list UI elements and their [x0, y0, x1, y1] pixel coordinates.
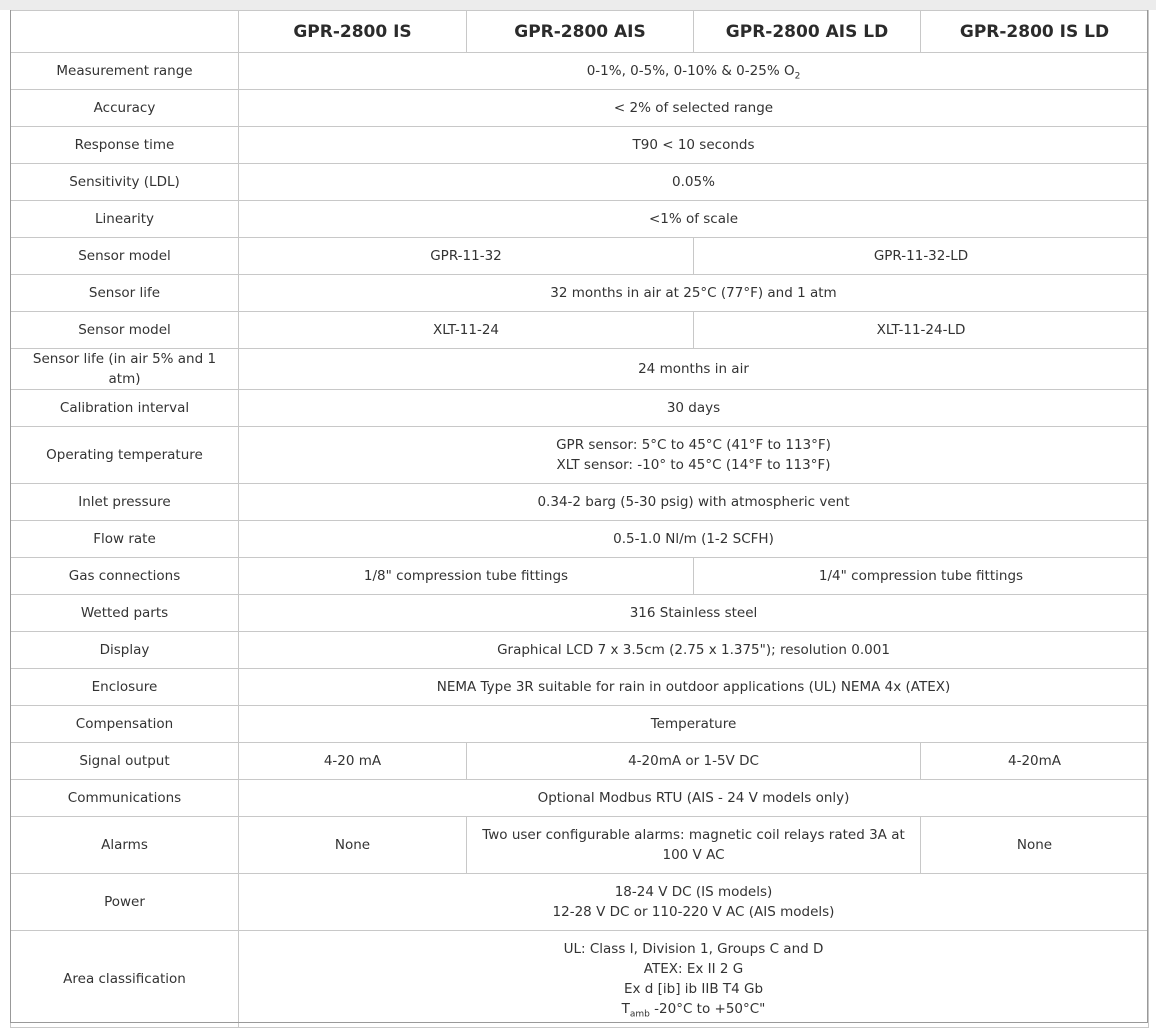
row-value: [239, 874, 1149, 931]
row-label: Sensitivity (LDL): [11, 164, 239, 201]
row-value-middle: 4-20mA or 1-5V DC: [467, 743, 921, 780]
value-line: 12-28 V DC or 110-220 V AC (AIS models): [552, 904, 835, 920]
row-value-col4: None: [921, 817, 1149, 874]
row-label: Sensor model: [11, 238, 239, 275]
row-value-col4: 4-20mA: [921, 743, 1149, 780]
t-letter: T: [621, 1001, 630, 1017]
value-line: UL: Class I, Division 1, Groups C and D: [563, 941, 824, 957]
row-value-left: GPR-11-32: [239, 238, 694, 275]
value-line: ATEX: Ex II 2 G: [643, 961, 744, 977]
table-row: [11, 484, 1149, 521]
table-row: [11, 595, 1149, 632]
header-gpr-2800-ais-ld: GPR-2800 AIS LD: [694, 11, 921, 53]
temp-range: -20°C to +50°C": [649, 1001, 766, 1017]
value-line: 18-24 V DC (IS models): [614, 884, 773, 900]
row-value: 24 months in air: [239, 349, 1149, 390]
row-label: Wetted parts: [11, 595, 239, 632]
row-value: Graphical LCD 7 x 3.5cm (2.75 x 1.375"); resolution 0.001: [239, 632, 1149, 669]
header-empty: [11, 11, 239, 53]
value-line: GPR sensor: 5°C to 45°C (41°F to 113°F): [556, 437, 831, 453]
row-value-middle: Two user configurable alarms: magnetic coil relays rated 3A at 100 V AC: [467, 817, 921, 874]
table-row: [11, 521, 1149, 558]
row-value-left: XLT-11-24: [239, 312, 694, 349]
table-row: [11, 706, 1149, 743]
row-label: Compensation: [11, 706, 239, 743]
table-row: [11, 874, 1149, 931]
row-value: [239, 931, 1149, 1028]
row-label: Sensor model: [11, 312, 239, 349]
row-value: NEMA Type 3R suitable for rain in outdoor applications (UL) NEMA 4x (ATEX): [239, 669, 1149, 706]
row-value: [239, 53, 1149, 90]
table-row: [11, 780, 1149, 817]
header-gpr-2800-ais: GPR-2800 AIS: [467, 11, 694, 53]
row-label: Calibration interval: [11, 390, 239, 427]
header-gpr-2800-is: GPR-2800 IS: [239, 11, 467, 53]
row-value-col1: None: [239, 817, 467, 874]
table-row: [11, 558, 1149, 595]
spec-table: [10, 10, 1149, 1028]
row-label: Gas connections: [11, 558, 239, 595]
amb-subscript: amb: [629, 1009, 650, 1020]
row-label: Measurement range: [11, 53, 239, 90]
header-gpr-2800-is-ld: GPR-2800 IS LD: [921, 11, 1149, 53]
header-row: [11, 11, 1149, 53]
row-value: 0.34-2 barg (5-30 psig) with atmospheric vent: [239, 484, 1149, 521]
row-label: Enclosure: [11, 669, 239, 706]
table-border-left: [10, 10, 11, 1023]
row-value-right: GPR-11-32-LD: [694, 238, 1149, 275]
table-row: [11, 201, 1149, 238]
table-row: [11, 127, 1149, 164]
table-row: [11, 390, 1149, 427]
row-value: 30 days: [239, 390, 1149, 427]
row-label: Display: [11, 632, 239, 669]
table-row: [11, 427, 1149, 484]
row-label: Signal output: [11, 743, 239, 780]
row-value: 316 Stainless steel: [239, 595, 1149, 632]
row-value: 0.5-1.0 Nl/m (1-2 SCFH): [239, 521, 1149, 558]
row-label: Flow rate: [11, 521, 239, 558]
value-line: [245, 999, 1142, 1019]
row-label: Response time: [11, 127, 239, 164]
row-label: Power: [11, 874, 239, 931]
row-value: [239, 427, 1149, 484]
row-value: <1% of scale: [239, 201, 1149, 238]
row-label: Communications: [11, 780, 239, 817]
row-value: T90 < 10 seconds: [239, 127, 1149, 164]
table-row: [11, 90, 1149, 127]
value-text: 0-1%, 0-5%, 0-10% & 0-25% O: [586, 63, 795, 79]
value-subscript: 2: [794, 71, 801, 82]
row-label: Alarms: [11, 817, 239, 874]
table-row: [11, 53, 1149, 90]
row-label: Sensor life: [11, 275, 239, 312]
table-row: [11, 275, 1149, 312]
row-label: Inlet pressure: [11, 484, 239, 521]
table-row: [11, 164, 1149, 201]
value-line: Ex d [ib] ib IIB T4 Gb: [623, 981, 764, 997]
row-value: 32 months in air at 25°C (77°F) and 1 atm: [239, 275, 1149, 312]
table-border-bottom: [10, 1022, 1148, 1023]
table-border-right: [1147, 10, 1148, 1023]
table-row: [11, 931, 1149, 1028]
row-value-right: 1/4" compression tube fittings: [694, 558, 1149, 595]
row-label: Area classification: [11, 931, 239, 1028]
table-row: [11, 632, 1149, 669]
table-row: [11, 743, 1149, 780]
row-label: Accuracy: [11, 90, 239, 127]
table-row: [11, 669, 1149, 706]
row-value-left: 1/8" compression tube fittings: [239, 558, 694, 595]
value-line: XLT sensor: -10° to 45°C (14°F to 113°F): [556, 457, 831, 473]
top-bar: [0, 0, 1156, 10]
row-label: Operating temperature: [11, 427, 239, 484]
table-row: [11, 238, 1149, 275]
row-value: Temperature: [239, 706, 1149, 743]
table-row: [11, 349, 1149, 390]
row-value: < 2% of selected range: [239, 90, 1149, 127]
row-value-right: XLT-11-24-LD: [694, 312, 1149, 349]
row-value: 0.05%: [239, 164, 1149, 201]
row-label: Linearity: [11, 201, 239, 238]
row-value-col1: 4-20 mA: [239, 743, 467, 780]
row-label: Sensor life (in air 5% and 1 atm): [11, 349, 239, 390]
table-row: [11, 817, 1149, 874]
table-row: [11, 312, 1149, 349]
row-value: Optional Modbus RTU (AIS - 24 V models only): [239, 780, 1149, 817]
